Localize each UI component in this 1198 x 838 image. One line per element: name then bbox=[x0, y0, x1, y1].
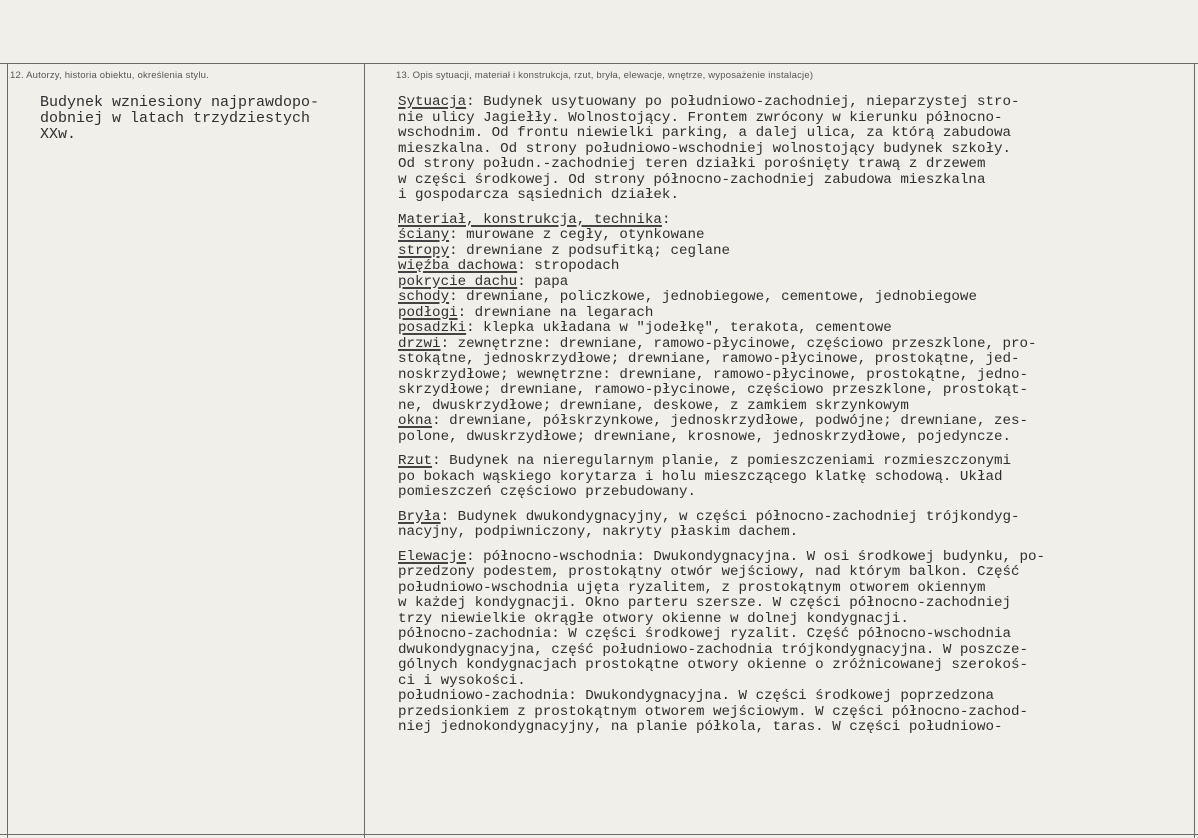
okna-label: okna bbox=[398, 413, 433, 429]
material-item-text: : stropodach bbox=[517, 258, 620, 274]
material-item bbox=[398, 259, 1178, 275]
rzut-first-line: : Budynek na nieregularnym planie, z pomieszczeniami rozmieszczonymi bbox=[432, 453, 1012, 469]
material-heading: Materiał, konstrukcja, technika bbox=[398, 211, 662, 228]
sytuacja-label: Sytuacja bbox=[398, 94, 467, 110]
section-sytuacja bbox=[398, 95, 1178, 204]
material-drzwi bbox=[398, 337, 1178, 415]
rzut-body: po bokach wąskiego korytarza i holu mieszczącego klatkę schodową. Układ pomieszczeń częściowo przebudowany. bbox=[398, 468, 1003, 500]
bryla-label: Bryła bbox=[398, 508, 441, 525]
material-item-text: : klepka układana w "jodełkę", terakota, cementowe bbox=[466, 320, 892, 336]
material-item-label: pokrycie dachu bbox=[398, 273, 518, 290]
column-divider bbox=[364, 63, 365, 838]
material-item-label: podłogi bbox=[398, 304, 458, 321]
material-item-label: posadzki bbox=[398, 320, 467, 336]
section-bryla bbox=[398, 510, 1178, 541]
elewacje-label: Elewacje bbox=[398, 548, 467, 565]
material-item-label: stropy bbox=[398, 242, 450, 259]
field-13-header: 13. Opis sytuacji, materiał i konstrukcja, rzut, bryła, elewacje, wnętrze, wyposażenie instalacje) bbox=[396, 70, 814, 81]
sytuacja-body: nie ulicy Jagiełły. Wolnostojący. Frontem zwrócony w kierunku północno- wschodnim. Od frontu niewielki parking, a dalej ulica, za którą zabudowa mieszkalna. Od strony południowo-wschodniej wolnostojący budynek szkoły. Od strony połudn.-zachodniej teren działki porośnięty trawą z drzewem w części środkowej. Od strony północno-zachodniej zabudowa mieszkalna i gospodarcza sąsiednich działek. bbox=[398, 109, 1011, 203]
description-text bbox=[398, 95, 1178, 736]
material-item bbox=[398, 321, 1178, 337]
material-item bbox=[398, 290, 1178, 306]
material-item bbox=[398, 306, 1178, 322]
sytuacja-first-line: : Budynek usytuowany po południowo-zachodniej, nieparzystej stro- bbox=[466, 94, 1020, 110]
bryla-first-line: : Budynek dwukondygnacyjny, w części północno-zachodniej trójkondyg- bbox=[440, 508, 1020, 525]
okna-first-line: : drewniane, półskrzynkowe, jednoskrzydłowe, podwójne; drewniane, zes- bbox=[432, 413, 1029, 429]
bottom-rule bbox=[0, 834, 1198, 835]
section-rzut bbox=[398, 454, 1178, 501]
material-item-text: : murowane z cegły, otynkowane bbox=[449, 227, 705, 243]
material-item bbox=[398, 244, 1178, 260]
elewacje-body: przedzony podestem, prostokątny otwór wejściowy, nad którym balkon. Część południowo-wschodnia ujęta ryzalitem, z prostokątnym otworem okiennym w każdej kondygnacji. Okno parteru szersze. W części północno-zachodniej trzy niewielkie okrągłe otwory okienne w dolnej kondygnacji. północno-zachodnia: W części środkowej ryzalit. Część północno-wschodnia dwukondygnacyjna, część południowo-zachodnia trójkondygnacyjna. W poszcze- gólnych kondygnacjach prostokątne otwory okienne o zróżnicowanej szerokoś- ci i wysokości. południowo-zachodnia: Dwukondygnacyjna. W części środkowej poprzedzona przedsionkiem z prostokątnym otworem wejściowym. W części północno-zachod- niej jednokondygnacyjny, na planie półkola, taras. W części południowo- bbox=[398, 564, 1029, 735]
material-item bbox=[398, 228, 1178, 244]
okna-body: polone, dwuskrzydłowe; drewniane, krosnowe, jednoskrzydłowe, pojedyncze. bbox=[398, 428, 1011, 445]
top-rule bbox=[0, 63, 1198, 64]
drzwi-first-line: : zewnętrzne: drewniane, ramowo-płycinowe, częściowo przeszklone, pro- bbox=[440, 335, 1037, 352]
material-okna bbox=[398, 414, 1178, 445]
right-border bbox=[1194, 63, 1195, 838]
section-material bbox=[398, 213, 1178, 229]
material-item-text: : drewniane, policzkowe, jednobiegowe, cementowe, jednobiegowe bbox=[449, 289, 977, 305]
bryla-body: nacyjny, podpiwniczony, nakryty płaskim dachem. bbox=[398, 524, 799, 540]
material-item-text: : papa bbox=[517, 273, 569, 290]
field-12-header: 12. Autorzy, historia obiektu, określenia stylu. bbox=[10, 70, 209, 81]
material-item-label: więźba dachowa bbox=[398, 258, 518, 274]
authors-history-text: Budynek wzniesiony najprawdopo- dobniej w latach trzydziestych XXw. bbox=[40, 94, 320, 143]
material-item bbox=[398, 275, 1178, 291]
left-border bbox=[7, 63, 8, 838]
material-item-text: : drewniane z podsufitką; ceglane bbox=[449, 242, 731, 259]
drzwi-label: drzwi bbox=[398, 335, 441, 352]
material-item-label: ściany bbox=[398, 227, 450, 243]
rzut-label: Rzut bbox=[398, 453, 433, 469]
section-elewacje bbox=[398, 550, 1178, 736]
elewacje-first-line: : północno-wschodnia: Dwukondygnacyjna. W osi środkowej budynku, po- bbox=[466, 548, 1046, 565]
material-item-label: schody bbox=[398, 289, 450, 305]
material-item-text: : drewniane na legarach bbox=[457, 304, 654, 321]
drzwi-body: stokątne, jednoskrzydłowe; drewniane, ramowo-płycinowe, prostokątne, jed- noskrzydłowe; wewnętrzne: drewniane, ramowo-płycinowe, prostokątne, jedno- skrzydłowe; drewniane, ramowo-płycinowe, częściowo przeszklone, prostokąt- ne, dwuskrzydłowe; drewniane, deskowe, z zamkiem skrzynkowym bbox=[398, 351, 1029, 414]
material-heading-suffix: : bbox=[661, 211, 671, 228]
